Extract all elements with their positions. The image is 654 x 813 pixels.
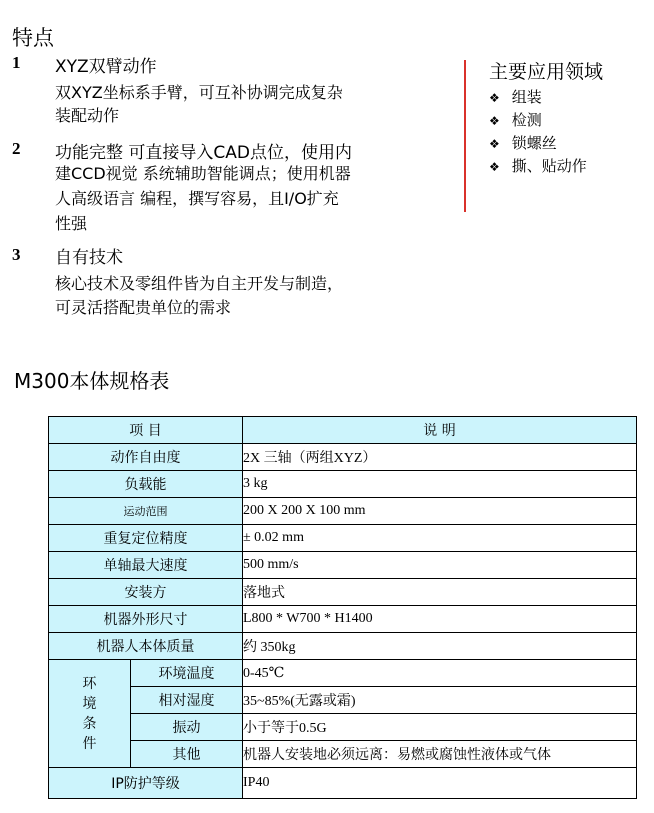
spec-value: 机器人安装地必须远离：易燃或腐蚀性液体或气体 [243, 741, 637, 768]
feature-heading: XYZ双臂动作 [55, 57, 157, 77]
application-item: ❖ 撕、贴动作 [489, 157, 587, 175]
table-row [49, 579, 637, 606]
spec-value: 35~85%(无露或霜) [243, 687, 637, 714]
application-item: ❖ 组装 [489, 88, 542, 106]
spec-value: 0-45℃ [243, 660, 637, 687]
spec-label: 运动范围 [49, 498, 243, 525]
table-row [49, 471, 637, 498]
feature-body-line: 建CCD视觉 系统辅助智能调点；使用机器 [55, 164, 351, 183]
table-header-row [49, 417, 637, 444]
table-row [49, 741, 637, 768]
spec-label: 动作自由度 [49, 444, 243, 471]
spec-label: 环境温度 [131, 660, 243, 687]
spec-label: 振动 [131, 714, 243, 741]
feature-body-line: 装配动作 [55, 106, 120, 125]
spec-label: 机器人本体质量 [49, 633, 243, 660]
table-row [49, 552, 637, 579]
spec-value: 3 kg [243, 471, 637, 498]
spec-value: 500 mm/s [243, 552, 637, 579]
table-row [49, 444, 637, 471]
spec-value: L800 * W700 * H1400 [243, 606, 637, 633]
feature-body-line: 性强 [55, 214, 88, 233]
application-item: ❖ 锁螺丝 [489, 134, 557, 152]
spec-label: 机器外形尺寸 [49, 606, 243, 633]
spec-label: 负载能 [49, 471, 243, 498]
spec-label: 其他 [131, 741, 243, 768]
spec-value: 200 X 200 X 100 mm [243, 498, 637, 525]
spec-value: 约 350kg [243, 633, 637, 660]
table-row [49, 687, 637, 714]
table-row [49, 660, 637, 687]
spec-title: M300本体规格表 [14, 369, 170, 393]
section-divider [464, 60, 466, 212]
spec-label: 安装方 [49, 579, 243, 606]
spec-label: 单轴最大速度 [49, 552, 243, 579]
env-conditions-label: 环境条件 [49, 660, 131, 768]
features-title: 特点 [12, 26, 54, 50]
table-header-cell: 说 明 [243, 417, 637, 444]
application-item: ❖ 检测 [489, 111, 542, 129]
spec-table [48, 416, 637, 799]
spec-label: IP防护等级 [49, 768, 243, 799]
table-row [49, 525, 637, 552]
feature-body-line: 核心技术及零组件皆为自主开发与制造， [55, 274, 344, 293]
spec-value: 2X 三轴（两组XYZ） [243, 444, 637, 471]
table-row [49, 633, 637, 660]
spec-value: ± 0.02 mm [243, 525, 637, 552]
table-row [49, 606, 637, 633]
feature-number: 3 [12, 245, 21, 264]
feature-number: 2 [12, 139, 21, 158]
spec-label: 重复定位精度 [49, 525, 243, 552]
feature-heading: 功能完整 可直接导入CAD点位，使用内 [55, 143, 352, 163]
diamond-bullet-icon: ❖ [489, 114, 500, 128]
diamond-bullet-icon: ❖ [489, 160, 500, 174]
table-header-cell: 项 目 [49, 417, 243, 444]
spec-value: 落地式 [243, 579, 637, 606]
feature-body-line: 可灵活搭配贵单位的需求 [55, 298, 232, 317]
feature-body-line: 人高级语言 编程，撰写容易，且I/O扩充 [55, 189, 339, 208]
spec-value: IP40 [243, 768, 637, 799]
applications-title: 主要应用领域 [489, 61, 604, 83]
table-row [49, 768, 637, 799]
feature-body-line: 双XYZ坐标系手臂，可互补协调完成复杂 [55, 83, 343, 102]
spec-label: 相对湿度 [131, 687, 243, 714]
diamond-bullet-icon: ❖ [489, 137, 500, 151]
spec-value: 小于等于0.5G [243, 714, 637, 741]
table-row [49, 714, 637, 741]
diamond-bullet-icon: ❖ [489, 91, 500, 105]
feature-heading: 自有技术 [55, 248, 123, 268]
table-row [49, 498, 637, 525]
feature-number: 1 [12, 53, 21, 72]
